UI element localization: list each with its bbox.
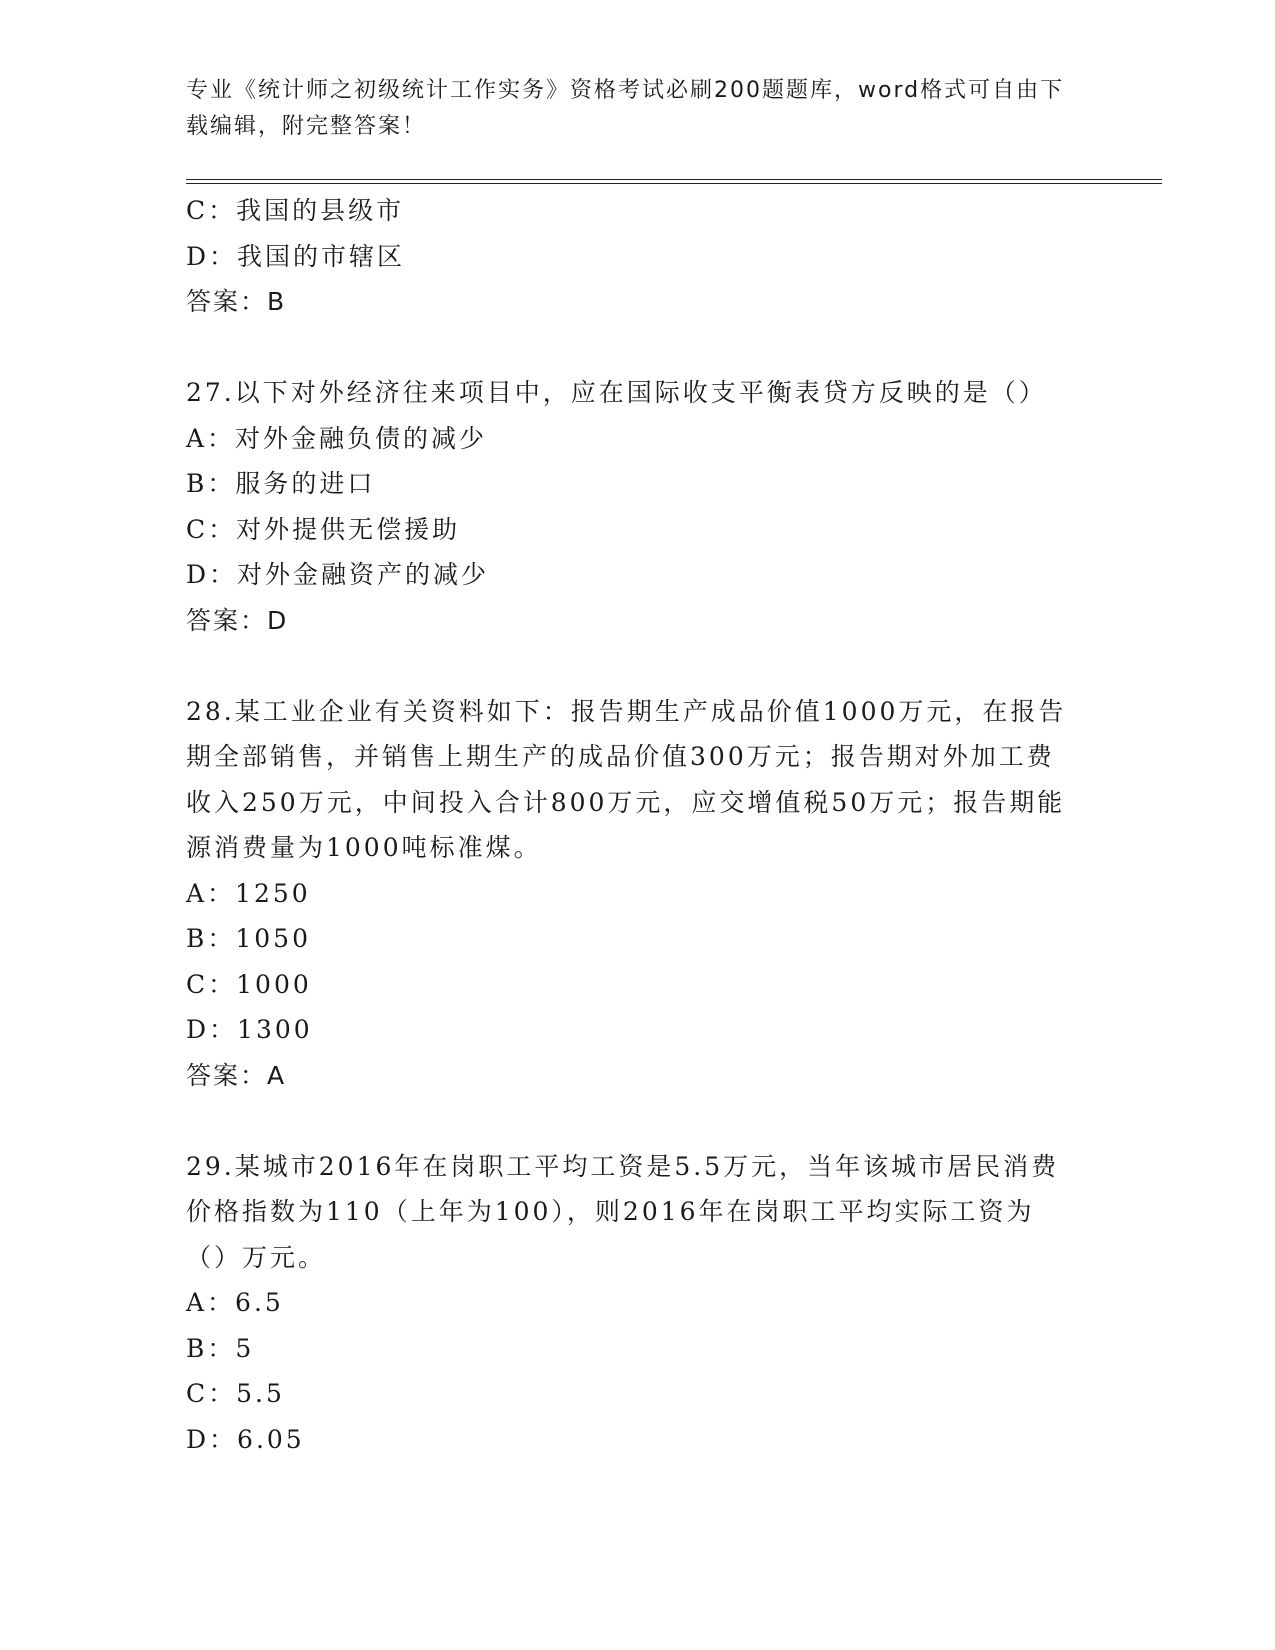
option-d: D：我国的市辖区: [186, 241, 406, 271]
option-c: C：5.5: [186, 1379, 285, 1408]
question-stem: 29.某城市2016年在岗职工平均工资是5.5万元，当年该城市居民消费价格指数为110（上年为100），则2016年在岗职工平均实际工资为（）万元。: [186, 1151, 1060, 1272]
header-rule-top: [186, 179, 1162, 180]
answer: 答案：D: [186, 605, 289, 635]
header-rule-bottom: [186, 183, 1162, 184]
option-c: C：我国的县级市: [186, 196, 405, 225]
option-b: B：服务的进口: [186, 469, 376, 498]
answer: 答案：B: [186, 287, 287, 316]
option-d: D：对外金融资产的减少: [186, 560, 490, 589]
question-stem: 28.某工业企业有关资料如下：报告期生产成品价值1000万元，在报告期全部销售，并销售上期生产的成品价值300万元；报告期对外加工费收入250万元，中间投入合计800万元，应交增值税50万元；报告期能源消费量为1000吨标准煤。: [186, 696, 1067, 862]
page-header: 专业《统计师之初级统计工作实务》资格考试必刷200题题库，word格式可自由下载编辑，附完整答案！: [186, 78, 1065, 139]
question-28: [186, 689, 1086, 1099]
option-a: A：对外金融负债的减少: [186, 423, 488, 453]
option-d: D：1300: [186, 1015, 313, 1044]
question-list: [186, 188, 1086, 1462]
question-29: [186, 1144, 1086, 1463]
option-b: B：5: [186, 1333, 255, 1363]
question-stem: 27.以下对外经济往来项目中，应在国际收支平衡表贷方反映的是（）: [186, 378, 1047, 407]
option-a: A：6.5: [186, 1288, 284, 1317]
question-27: [186, 370, 1086, 643]
option-c: C：对外提供无偿援助: [186, 514, 461, 544]
option-a: A：1250: [186, 878, 311, 908]
option-d: D：6.05: [186, 1424, 305, 1454]
answer: 答案：A: [186, 1060, 287, 1090]
question-26-tail: [186, 188, 1086, 325]
option-c: C：1000: [186, 969, 312, 999]
option-b: B：1050: [186, 924, 311, 953]
